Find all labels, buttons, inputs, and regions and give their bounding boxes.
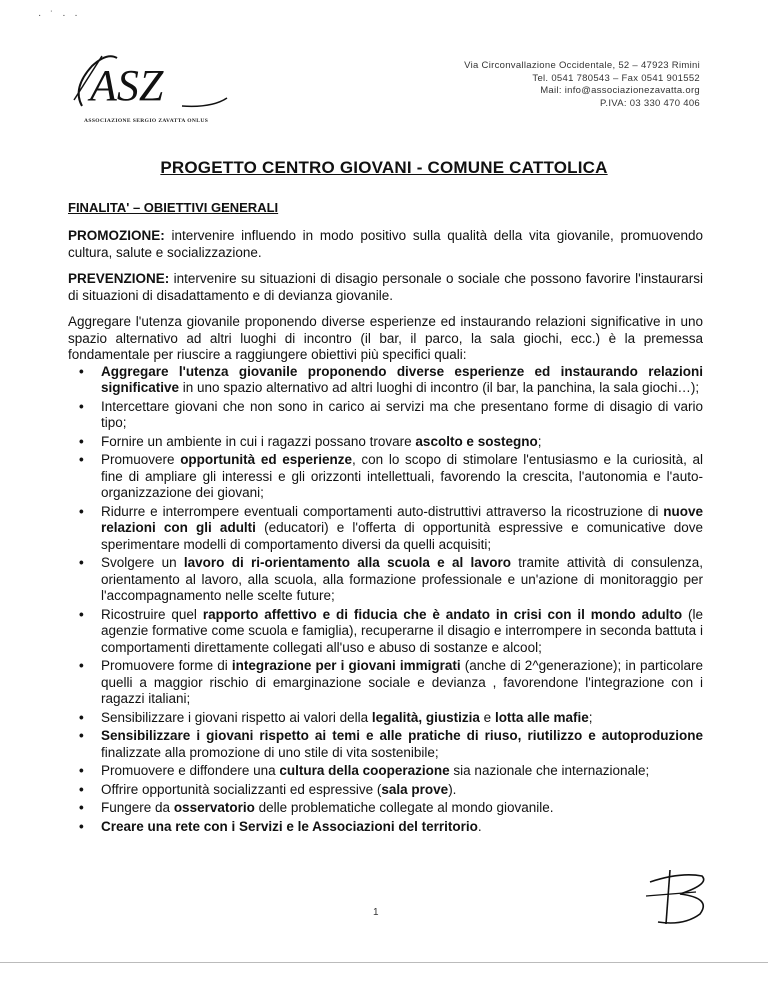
promozione-text: intervenire influendo in modo positivo sulla qualità della vita giovanile, promuovendo cultura, salute e socializzazione.	[68, 228, 703, 260]
prevenzione-label: PREVENZIONE:	[68, 271, 170, 286]
list-item: • Sensibilizzare i giovani rispetto ai valori della legalità, giustizia e lotta alle mafie;	[101, 710, 703, 727]
document-title: PROGETTO CENTRO GIOVANI - COMUNE CATTOLICA	[160, 158, 608, 177]
prevenzione-paragraph	[68, 271, 703, 304]
document-body	[68, 228, 703, 837]
list-item: • Offrire opportunità socializzanti ed espressive (sala prove).	[101, 782, 703, 799]
svg-text:ASZ: ASZ	[90, 61, 164, 110]
promozione-label: PROMOZIONE:	[68, 228, 165, 243]
list-item: • Intercettare giovani che non sono in carico ai servizi ma che presentano forme di disagio di vario tipo;	[101, 399, 703, 432]
intro-paragraph: Aggregare l'utenza giovanile proponendo diverse esperienze ed instaurando relazioni significative in uno spazio alternativo ad altri luoghi di incontro (il bar, il parco, la sala giochi, ecc.) è la premessa fondamentale per riuscire a raggiungere obiettivi più specifici quali:	[68, 314, 703, 362]
list-item: • Fornire un ambiente in cui i ragazzi possano trovare ascolto e sostegno;	[101, 434, 703, 451]
promozione-paragraph	[68, 228, 703, 261]
list-item: • Sensibilizzare i giovani rispetto ai temi e alle pratiche di riuso, riutilizzo e autoproduzione finalizzate alla promozione di uno stile di vita sostenibile;	[101, 728, 703, 761]
contact-piva: P.IVA: 03 330 470 406	[600, 97, 700, 109]
scan-specks: · ˙ · ·	[38, 10, 81, 21]
list-item: • Svolgere un lavoro di ri-orientamento alla scuola e al lavoro tramite attività di consulenza, orientamento al lavoro, alla scuola, alla formazione professionale e un'azione di monitoraggio per l'accompagnamento nelle scelte future;	[101, 555, 703, 605]
list-item: • Aggregare l'utenza giovanile proponendo diverse esperienze ed instaurando relazioni significative in uno spazio alternativo ad altri luoghi di incontro (il bar, la panchina, la sala giochi…);	[101, 364, 703, 397]
contact-mail: Mail: info@associazionezavatta.org	[540, 85, 700, 96]
list-item: • Fungere da osservatorio delle problematiche collegate al mondo giovanile.	[101, 800, 703, 817]
bottom-rule	[0, 962, 768, 963]
logo-caption: ASSOCIAZIONE SERGIO ZAVATTA ONLUS	[84, 118, 209, 124]
contact-block	[464, 60, 700, 110]
list-item: • Promuovere opportunità ed esperienze, con lo scopo di stimolare l'entusiasmo e la curiosità, al fine di ampliare gli interessi e gli orizzonti intellettuali, favorendo la crescita, l'autonomia e l'auto-organizzazione dei giovani;	[101, 452, 703, 502]
list-item: • Ridurre e interrompere eventuali comportamenti auto-distruttivi attraverso la ricostruzione di nuove relazioni con gli adulti (educatori) e l'offerta di opportunità espressive e comunicative dove sperimentare modelli di comportamento diversi da quelli acquisiti;	[101, 504, 703, 554]
list-item: • Promuovere e diffondere una cultura della cooperazione sia nazionale che internazionale;	[101, 763, 703, 780]
contact-address: Via Circonvallazione Occidentale, 52 – 47923 Rimini	[464, 60, 700, 71]
section-heading: FINALITA' – OBIETTIVI GENERALI	[68, 200, 279, 215]
prevenzione-text: intervenire su situazioni di disagio personale o sociale che possono favorire l'instaurarsi di situazioni di disadattamento e di devianza giovanile.	[68, 271, 703, 303]
contact-phone: Tel. 0541 780543 – Fax 0541 901552	[532, 72, 700, 84]
list-item: • Promuovere forme di integrazione per i giovani immigrati (anche di 2^generazione); in particolare quelli a maggior rischio di emarginazione sociale e devianza , favorendone l'integrazione con i ragazzi italiani;	[101, 658, 703, 708]
goals-list	[68, 364, 703, 836]
list-item: • Creare una rete con i Servizi e le Associazioni del territorio.	[101, 819, 703, 836]
handwritten-signature-icon	[640, 862, 720, 932]
page-number: 1	[373, 907, 379, 918]
asz-logo	[62, 48, 232, 118]
list-item: • Ricostruire quel rapporto affettivo e di fiducia che è andato in crisi con il mondo adulto (le agenzie formative come scuola e famiglia), recuperarne il disagio e interrompere in seconda battuta i comportamenti direttamente collegati all'uso e abuso di sostanze e alcool;	[101, 607, 703, 657]
